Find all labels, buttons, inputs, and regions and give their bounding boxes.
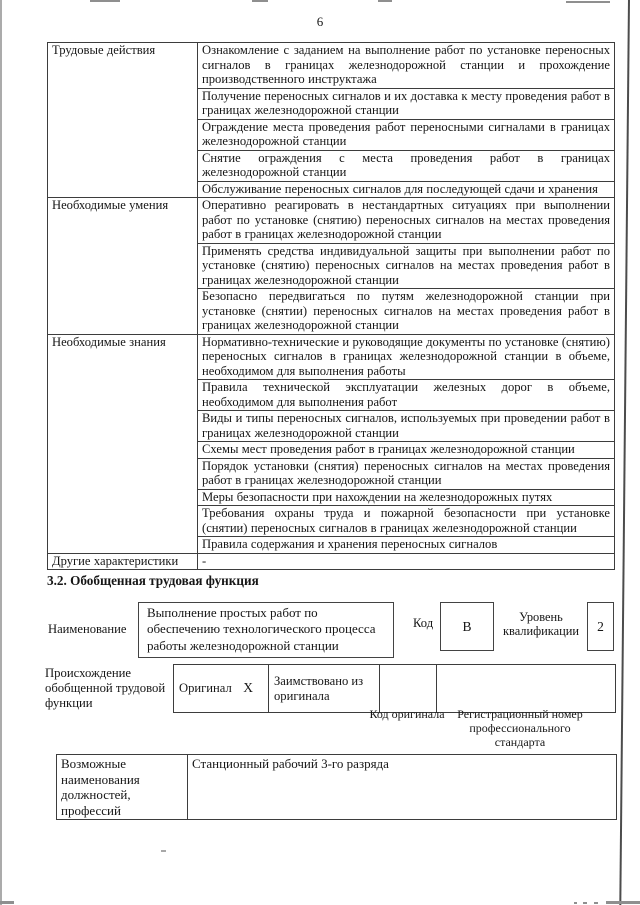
table-cell: Меры безопасности при нахождении на железнодорожных путях — [198, 489, 615, 506]
scan-artifact — [574, 902, 577, 904]
origin-original-cell — [174, 665, 269, 713]
origin-borrowed-cell: Заимствовано из оригинала — [269, 665, 380, 713]
gtf-name-label: Наименование — [48, 622, 127, 636]
original-x-mark: X — [243, 680, 253, 696]
section-heading: 3.2. Обобщенная трудовая функция — [47, 573, 259, 588]
row-label-other-characteristics: Другие характеристики — [48, 553, 198, 570]
table-cell: Оперативно реагировать в нестандартных ситуациях при выполнении работ по установке (снятию) переносных сигналов на местах проведения работ в границах железнодорожной станции — [198, 198, 615, 244]
table-cell: Правила содержания и хранения переносных сигналов — [198, 537, 615, 554]
job-titles-table — [56, 754, 617, 820]
table-cell: Требования охраны труда и пожарной безопасности при установке (снятии) переносных сигналов в границах железнодорожной станции — [198, 506, 615, 537]
table-cell: Снятие ограждения с места проведения работ в границах железнодорожной станции — [198, 150, 615, 181]
original-label: Оригинал — [179, 681, 232, 696]
scan-artifact — [90, 0, 120, 2]
table-cell: Порядок установки (снятия) переносных сигналов на местах проведения работ в границах железнодорожной станции — [198, 458, 615, 489]
scan-artifact — [606, 901, 640, 904]
table-row — [48, 334, 615, 380]
scan-artifact — [566, 1, 610, 3]
job-titles-label: Возможные наименования должностей, профессий — [57, 755, 188, 820]
gtf-code-label: Код — [413, 616, 434, 630]
table-cell: Получение переносных сигналов и их доставка к месту проведения работ в границах железнодорожной станции — [198, 88, 615, 119]
scan-artifact — [252, 0, 268, 2]
table-row — [48, 198, 615, 244]
table-row — [48, 43, 615, 89]
table-row — [174, 665, 616, 713]
table-cell: Нормативно-технические и руководящие документы по установке (снятию) переносных сигналов в границах железнодорожной станции в объеме, необходимом для выполнения работы — [198, 334, 615, 380]
row-label-required-knowledge: Необходимые знания — [48, 334, 198, 553]
scan-edge-artifact — [0, 0, 2, 905]
row-label-required-skills: Необходимые умения — [48, 198, 198, 335]
table-cell: Обслуживание переносных сигналов для последующей сдачи и хранения — [198, 181, 615, 198]
origin-regnum-cell — [437, 665, 616, 713]
scan-artifact — [594, 902, 598, 904]
origin-label: Происхождение обобщенной трудовой функции — [45, 666, 166, 710]
gtf-level-box: 2 — [587, 602, 614, 651]
gtf-code-box: В — [440, 602, 494, 651]
reg-number-label: Регистрационный номер профессионального стандарта — [457, 707, 583, 749]
page-number: 6 — [316, 14, 324, 29]
labor-function-table — [47, 42, 615, 570]
table-row — [57, 755, 617, 820]
table-cell: Схемы мест проведения работ в границах железнодорожной станции — [198, 442, 615, 459]
table-cell: Применять средства индивидуальной защиты при выполнении работ по установке (снятию) переносных сигналов на местах проведения работ в границах железнодорожной станции — [198, 243, 615, 289]
gtf-name-box: Выполнение простых работ по обеспечению технологического процесса работы железнодорожной станции — [138, 602, 394, 658]
table-cell: Правила технической эксплуатации железных дорог в объеме, необходимом для выполнения работ — [198, 380, 615, 411]
origin-code-cell — [380, 665, 437, 713]
code-original-label: Код оригинала — [369, 707, 445, 721]
scan-artifact — [0, 901, 14, 904]
scan-edge-artifact — [619, 0, 630, 905]
row-label-labor-actions: Трудовые действия — [48, 43, 198, 198]
table-cell: - — [198, 553, 615, 570]
origin-table — [173, 664, 616, 713]
gtf-level-label: Уровень квалификации — [502, 610, 579, 638]
table-row — [48, 553, 615, 570]
scan-artifact — [161, 850, 166, 852]
job-titles-value: Станционный рабочий 3-го разряда — [188, 755, 617, 820]
table-cell: Безопасно передвигаться по путям железнодорожной станции при установке (снятии) переносных сигналов на местах проведения работ в границах железнодорожной станции — [198, 289, 615, 335]
table-cell: Виды и типы переносных сигналов, используемых при проведении работ в границах железнодорожной станции — [198, 411, 615, 442]
table-cell: Ограждение места проведения работ переносными сигналами в границах железнодорожной станции — [198, 119, 615, 150]
scan-artifact — [583, 902, 587, 904]
scan-artifact — [378, 0, 392, 2]
table-cell: Ознакомление с заданием на выполнение работ по установке переносных сигналов в границах железнодорожной станции и прохождение производственного инструктажа — [198, 43, 615, 89]
